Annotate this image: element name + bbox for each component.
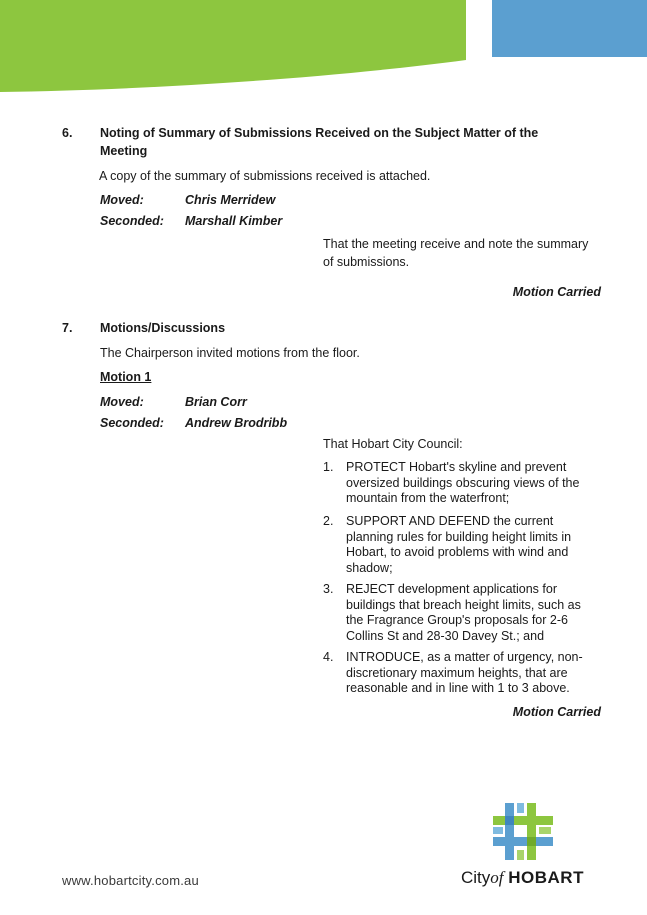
list-item-number: 4.	[323, 650, 334, 664]
section-7-number: 7.	[62, 321, 73, 335]
list-item-line: REJECT development applications for	[346, 582, 557, 596]
list-item-number: 1.	[323, 460, 334, 474]
logo-hobart-text: HOBART	[508, 868, 584, 887]
section-6-title-line1: Noting of Summary of Submissions Received on the Subject Matter of the	[100, 126, 539, 140]
city-of-hobart-logo-icon	[492, 800, 556, 864]
blue-banner-shape	[492, 0, 647, 57]
logo-of-text: of	[490, 868, 504, 887]
section-6-title-line2: Meeting	[100, 144, 148, 158]
logo-city-text: City	[461, 868, 491, 887]
list-item-text	[346, 582, 614, 644]
list-item	[323, 514, 613, 582]
footer-website-url: www.hobartcity.com.au	[62, 873, 199, 888]
list-item-line: discretionary maximum heights, that are	[346, 665, 568, 680]
list-item	[323, 650, 613, 700]
section-7-title: Motions/Discussions	[100, 321, 226, 335]
section-7-intro: The Chairperson invited motions from the floor.	[100, 346, 360, 360]
list-item	[323, 582, 613, 650]
section-7-resolution-intro: That Hobart City Council:	[323, 437, 463, 451]
list-item-number: 3.	[323, 582, 334, 596]
list-item-line: Hobart, to avoid problems with wind and	[346, 545, 569, 559]
green-banner-shape	[0, 0, 466, 92]
section-7-seconded-label: Seconded:	[100, 416, 164, 430]
list-item-number: 2.	[323, 514, 334, 528]
section-7-moved-label: Moved:	[100, 395, 144, 409]
list-item-line: INTRODUCE, as a matter of urgency, non-	[346, 650, 583, 664]
list-item-line: oversized buildings obscuring views of the	[346, 475, 580, 490]
section-6-result: Motion Carried	[512, 285, 601, 299]
list-item-line: PROTECT Hobart's skyline and prevent	[346, 460, 567, 474]
header-banner	[0, 0, 647, 100]
motion-1-heading: Motion 1	[100, 370, 152, 384]
section-6-resolution-line1: That the meeting receive and note the summary	[323, 237, 589, 251]
list-item	[323, 460, 613, 514]
list-item-line: mountain from the waterfront;	[346, 491, 510, 505]
section-6-moved-label: Moved:	[100, 193, 144, 207]
list-item-text	[346, 514, 614, 576]
list-item-line: reasonable and in line with 1 to 3 above.	[346, 681, 570, 695]
list-item-line: shadow;	[346, 560, 393, 575]
section-6-resolution	[323, 235, 613, 271]
section-6-seconded-label: Seconded:	[100, 214, 164, 228]
city-of-hobart-wordmark	[461, 868, 584, 888]
section-6-intro: A copy of the summary of submissions received is attached.	[99, 169, 431, 183]
section-7-moved-name: Brian Corr	[185, 395, 247, 409]
section-7-result: Motion Carried	[512, 705, 601, 719]
list-item-line: the Fragrance Group's proposals for 2-6	[346, 613, 568, 627]
list-item-line: SUPPORT AND DEFEND the current	[346, 514, 554, 528]
list-item-line: planning rules for building height limits in	[346, 529, 572, 544]
list-item-text	[346, 650, 614, 697]
section-7-seconded-name: Andrew Brodribb	[185, 416, 288, 430]
section-6-resolution-line2: of submissions.	[323, 255, 410, 269]
section-6-title	[100, 124, 600, 160]
list-item-line: buildings that breach height limits, such as	[346, 597, 581, 612]
section-6-seconded-name: Marshall Kimber	[185, 214, 283, 228]
list-item-text	[346, 460, 614, 507]
section-6-moved-name: Chris Merridew	[185, 193, 276, 207]
section-6-number: 6.	[62, 126, 73, 140]
resolution-list	[323, 460, 613, 700]
list-item-line: Collins St and 28-30 Davey St.; and	[346, 628, 545, 643]
